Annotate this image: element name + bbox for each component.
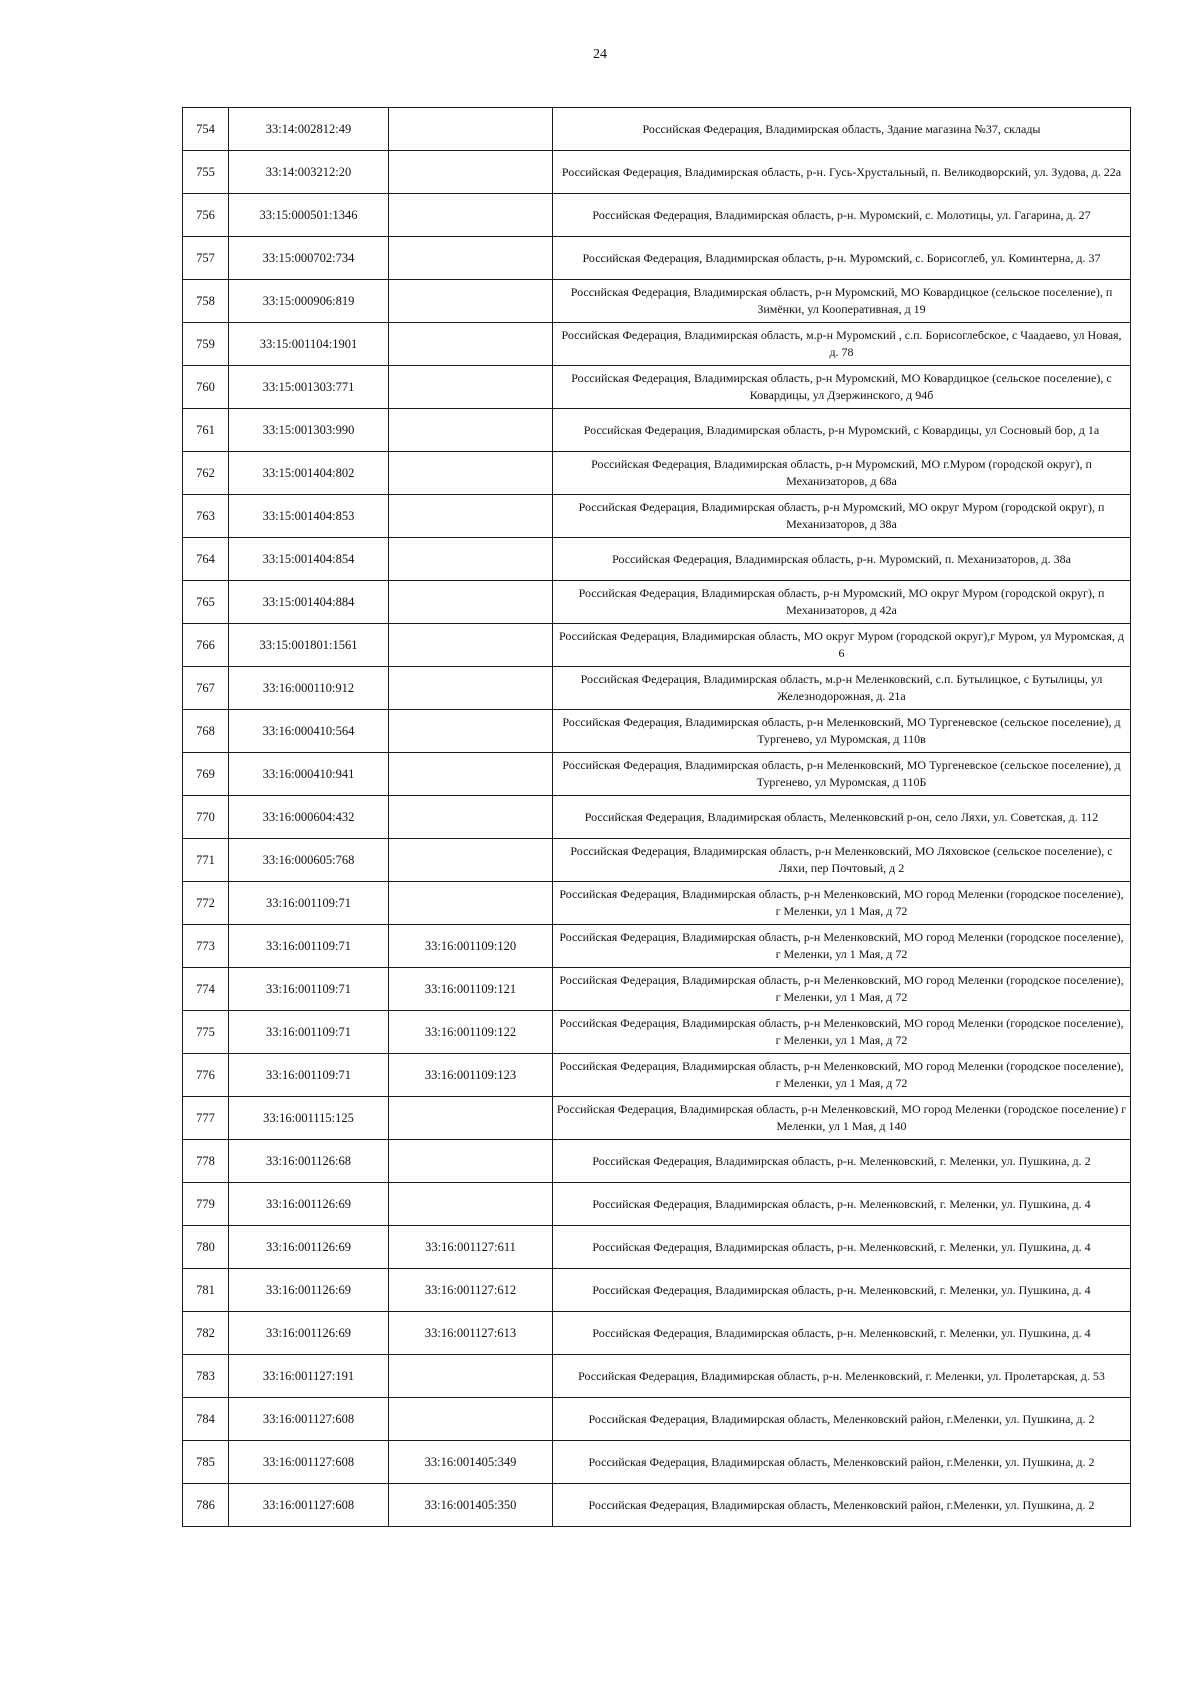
parent-cadastral-number-cell: 33:15:001104:1901 [229,323,389,366]
object-cadastral-number-cell [389,882,553,925]
object-cadastral-number-cell [389,581,553,624]
object-cadastral-number-cell [389,839,553,882]
parent-cadastral-number-cell: 33:14:002812:49 [229,108,389,151]
parent-cadastral-number-cell: 33:15:001404:853 [229,495,389,538]
address-cell: Российская Федерация, Владимирская область, р-н. Меленковский, г. Меленки, ул. Пушкина, д. 4 [553,1226,1131,1269]
parent-cadastral-number-cell: 33:16:001126:69 [229,1183,389,1226]
address-cell: Российская Федерация, Владимирская область, Меленковский р-он, село Ляхи, ул. Советская, д. 112 [553,796,1131,839]
parent-cadastral-number-cell: 33:16:001126:69 [229,1226,389,1269]
row-number-cell: 755 [183,151,229,194]
row-number-cell: 771 [183,839,229,882]
object-cadastral-number-cell: 33:16:001405:350 [389,1484,553,1527]
parent-cadastral-number-cell: 33:15:001303:771 [229,366,389,409]
address-cell: Российская Федерация, Владимирская область, р-н. Меленковский, г. Меленки, ул. Пушкина, д. 4 [553,1269,1131,1312]
parent-cadastral-number-cell: 33:16:001127:608 [229,1398,389,1441]
row-number-cell: 781 [183,1269,229,1312]
address-cell: Российская Федерация, Владимирская область, р-н Муромский, МО округ Муром (городской округ), п Механизаторов, д 38а [553,495,1131,538]
row-number-cell: 759 [183,323,229,366]
table-row [183,882,1131,925]
row-number-cell: 783 [183,1355,229,1398]
object-cadastral-number-cell [389,1398,553,1441]
table-row [183,1140,1131,1183]
object-cadastral-number-cell [389,366,553,409]
object-cadastral-number-cell [389,1097,553,1140]
parent-cadastral-number-cell: 33:16:001109:71 [229,882,389,925]
parent-cadastral-number-cell: 33:16:001127:191 [229,1355,389,1398]
object-cadastral-number-cell [389,1355,553,1398]
parent-cadastral-number-cell: 33:16:001115:125 [229,1097,389,1140]
row-number-cell: 757 [183,237,229,280]
table-row [183,1398,1131,1441]
table-row [183,624,1131,667]
address-cell: Российская Федерация, Владимирская область, р-н. Меленковский, г. Меленки, ул. Пушкина, д. 4 [553,1312,1131,1355]
object-cadastral-number-cell: 33:16:001405:349 [389,1441,553,1484]
table-row [183,710,1131,753]
table-row [183,925,1131,968]
object-cadastral-number-cell [389,409,553,452]
table-row [183,495,1131,538]
address-cell: Российская Федерация, Владимирская область, р-н Муромский, МО Ковардицкое (сельское поселение), с Ковардицы, ул Дзержинского, д 94б [553,366,1131,409]
row-number-cell: 780 [183,1226,229,1269]
row-number-cell: 782 [183,1312,229,1355]
table-row [183,409,1131,452]
address-cell: Российская Федерация, Владимирская область, р-н Меленковский, МО город Меленки (городское поселение), г Меленки, ул 1 Мая, д 72 [553,925,1131,968]
row-number-cell: 777 [183,1097,229,1140]
parent-cadastral-number-cell: 33:16:001127:608 [229,1441,389,1484]
row-number-cell: 764 [183,538,229,581]
object-cadastral-number-cell [389,624,553,667]
table-row [183,796,1131,839]
table-row [183,667,1131,710]
object-cadastral-number-cell [389,667,553,710]
row-number-cell: 760 [183,366,229,409]
row-number-cell: 761 [183,409,229,452]
table-row [183,1484,1131,1527]
parent-cadastral-number-cell: 33:15:001303:990 [229,409,389,452]
object-cadastral-number-cell [389,1140,553,1183]
address-cell: Российская Федерация, Владимирская область, р-н. Меленковский, г. Меленки, ул. Пушкина, д. 2 [553,1140,1131,1183]
parent-cadastral-number-cell: 33:16:000410:564 [229,710,389,753]
parent-cadastral-number-cell: 33:15:000702:734 [229,237,389,280]
row-number-cell: 776 [183,1054,229,1097]
parent-cadastral-number-cell: 33:16:001127:608 [229,1484,389,1527]
row-number-cell: 765 [183,581,229,624]
parent-cadastral-number-cell: 33:15:001404:802 [229,452,389,495]
address-cell: Российская Федерация, Владимирская область, р-н. Меленковский, г. Меленки, ул. Пушкина, д. 4 [553,1183,1131,1226]
parent-cadastral-number-cell: 33:16:001109:71 [229,1011,389,1054]
registry-table [182,107,1131,1527]
table-row [183,1226,1131,1269]
table-row [183,1312,1131,1355]
address-cell: Российская Федерация, Владимирская область, м.р-н Меленковский, с.п. Бутылицкое, с Бутылицы, ул Железнодорожная, д. 21а [553,667,1131,710]
address-cell: Российская Федерация, Владимирская область, Меленковский район, г.Меленки, ул. Пушкина, д. 2 [553,1441,1131,1484]
row-number-cell: 754 [183,108,229,151]
registry-body [183,108,1131,1527]
row-number-cell: 784 [183,1398,229,1441]
row-number-cell: 773 [183,925,229,968]
address-cell: Российская Федерация, Владимирская область, р-н. Гусь-Хрустальный, п. Великодворский, ул. Зудова, д. 22а [553,151,1131,194]
parent-cadastral-number-cell: 33:16:001109:71 [229,925,389,968]
table-row [183,1355,1131,1398]
address-cell: Российская Федерация, Владимирская область, р-н. Муромский, с. Борисоглеб, ул. Коминтерна, д. 37 [553,237,1131,280]
address-cell: Российская Федерация, Владимирская область, р-н Меленковский, МО город Меленки (городское поселение), г Меленки, ул 1 Мая, д 72 [553,882,1131,925]
address-cell: Российская Федерация, Владимирская область, р-н Муромский, с Ковардицы, ул Сосновый бор, д 1а [553,409,1131,452]
address-cell: Российская Федерация, Владимирская область, р-н Меленковский, МО город Меленки (городское поселение) г Меленки, ул 1 Мая, д 140 [553,1097,1131,1140]
parent-cadastral-number-cell: 33:16:001126:69 [229,1312,389,1355]
table-row [183,1097,1131,1140]
address-cell: Российская Федерация, Владимирская область, р-н Меленковский, МО Тургеневское (сельское поселение), д Тургенево, ул Муромская, д 110Б [553,753,1131,796]
object-cadastral-number-cell: 33:16:001127:611 [389,1226,553,1269]
object-cadastral-number-cell [389,796,553,839]
object-cadastral-number-cell: 33:16:001109:122 [389,1011,553,1054]
parent-cadastral-number-cell: 33:16:001109:71 [229,968,389,1011]
table-row [183,1054,1131,1097]
object-cadastral-number-cell [389,753,553,796]
address-cell: Российская Федерация, Владимирская область, р-н Меленковский, МО Ляховское (сельское поселение), с Ляхи, пер Почтовый, д 2 [553,839,1131,882]
address-cell: Российская Федерация, Владимирская область, Меленковский район, г.Меленки, ул. Пушкина, д. 2 [553,1484,1131,1527]
object-cadastral-number-cell [389,495,553,538]
address-cell: Российская Федерация, Владимирская область, р-н. Меленковский, г. Меленки, ул. Пролетарская, д. 53 [553,1355,1131,1398]
object-cadastral-number-cell: 33:16:001109:120 [389,925,553,968]
address-cell: Российская Федерация, Владимирская область, р-н Меленковский, МО город Меленки (городское поселение), г Меленки, ул 1 Мая, д 72 [553,968,1131,1011]
table-row [183,839,1131,882]
row-number-cell: 772 [183,882,229,925]
object-cadastral-number-cell: 33:16:001127:613 [389,1312,553,1355]
object-cadastral-number-cell [389,108,553,151]
table-row [183,237,1131,280]
parent-cadastral-number-cell: 33:15:000501:1346 [229,194,389,237]
object-cadastral-number-cell [389,323,553,366]
object-cadastral-number-cell: 33:16:001109:123 [389,1054,553,1097]
object-cadastral-number-cell [389,151,553,194]
row-number-cell: 785 [183,1441,229,1484]
address-cell: Российская Федерация, Владимирская область, р-н Меленковский, МО город Меленки (городское поселение), г Меленки, ул 1 Мая, д 72 [553,1011,1131,1054]
object-cadastral-number-cell: 33:16:001127:612 [389,1269,553,1312]
parent-cadastral-number-cell: 33:16:001126:69 [229,1269,389,1312]
row-number-cell: 758 [183,280,229,323]
parent-cadastral-number-cell: 33:16:000604:432 [229,796,389,839]
row-number-cell: 763 [183,495,229,538]
object-cadastral-number-cell [389,237,553,280]
table-row [183,280,1131,323]
table-row [183,968,1131,1011]
table-row [183,1011,1131,1054]
table-row [183,1269,1131,1312]
address-cell: Российская Федерация, Владимирская область, МО округ Муром (городской округ),г Муром, ул Муромская, д 6 [553,624,1131,667]
table-row [183,323,1131,366]
object-cadastral-number-cell [389,280,553,323]
row-number-cell: 778 [183,1140,229,1183]
object-cadastral-number-cell [389,1183,553,1226]
parent-cadastral-number-cell: 33:16:001126:68 [229,1140,389,1183]
object-cadastral-number-cell [389,710,553,753]
row-number-cell: 767 [183,667,229,710]
table-row [183,151,1131,194]
parent-cadastral-number-cell: 33:16:001109:71 [229,1054,389,1097]
address-cell: Российская Федерация, Владимирская область, р-н Муромский, МО Ковардицкое (сельское поселение), п Зимёнки, ул Кооперативная, д 19 [553,280,1131,323]
table-row [183,108,1131,151]
row-number-cell: 779 [183,1183,229,1226]
object-cadastral-number-cell [389,452,553,495]
address-cell: Российская Федерация, Владимирская область, р-н Муромский, МО г.Муром (городской округ), п Механизаторов, д 68а [553,452,1131,495]
address-cell: Российская Федерация, Владимирская область, р-н Муромский, МО округ Муром (городской округ), п Механизаторов, д 42а [553,581,1131,624]
page-number: 24 [593,47,607,62]
parent-cadastral-number-cell: 33:16:000605:768 [229,839,389,882]
row-number-cell: 769 [183,753,229,796]
row-number-cell: 768 [183,710,229,753]
parent-cadastral-number-cell: 33:14:003212:20 [229,151,389,194]
row-number-cell: 762 [183,452,229,495]
parent-cadastral-number-cell: 33:16:000410:941 [229,753,389,796]
address-cell: Российская Федерация, Владимирская область, р-н. Муромский, п. Механизаторов, д. 38а [553,538,1131,581]
address-cell: Российская Федерация, Владимирская область, р-н Меленковский, МО Тургеневское (сельское поселение), д Тургенево, ул Муромская, д 110в [553,710,1131,753]
table-row [183,366,1131,409]
row-number-cell: 775 [183,1011,229,1054]
table-row [183,1183,1131,1226]
object-cadastral-number-cell [389,538,553,581]
table-row [183,1441,1131,1484]
address-cell: Российская Федерация, Владимирская область, Меленковский район, г.Меленки, ул. Пушкина, д. 2 [553,1398,1131,1441]
table-row [183,538,1131,581]
row-number-cell: 770 [183,796,229,839]
object-cadastral-number-cell: 33:16:001109:121 [389,968,553,1011]
address-cell: Российская Федерация, Владимирская область, р-н Меленковский, МО город Меленки (городское поселение), г Меленки, ул 1 Мая, д 72 [553,1054,1131,1097]
parent-cadastral-number-cell: 33:15:001404:884 [229,581,389,624]
address-cell: Российская Федерация, Владимирская область, р-н. Муромский, с. Молотицы, ул. Гагарина, д. 27 [553,194,1131,237]
parent-cadastral-number-cell: 33:16:000110:912 [229,667,389,710]
address-cell: Российская Федерация, Владимирская область, Здание магазина №37, склады [553,108,1131,151]
row-number-cell: 774 [183,968,229,1011]
row-number-cell: 786 [183,1484,229,1527]
parent-cadastral-number-cell: 33:15:001404:854 [229,538,389,581]
row-number-cell: 766 [183,624,229,667]
table-row [183,452,1131,495]
address-cell: Российская Федерация, Владимирская область, м.р-н Муромский , с.п. Борисоглебское, с Чаадаево, ул Новая, д. 78 [553,323,1131,366]
parent-cadastral-number-cell: 33:15:001801:1561 [229,624,389,667]
row-number-cell: 756 [183,194,229,237]
table-row [183,581,1131,624]
parent-cadastral-number-cell: 33:15:000906:819 [229,280,389,323]
table-row [183,753,1131,796]
object-cadastral-number-cell [389,194,553,237]
table-row [183,194,1131,237]
